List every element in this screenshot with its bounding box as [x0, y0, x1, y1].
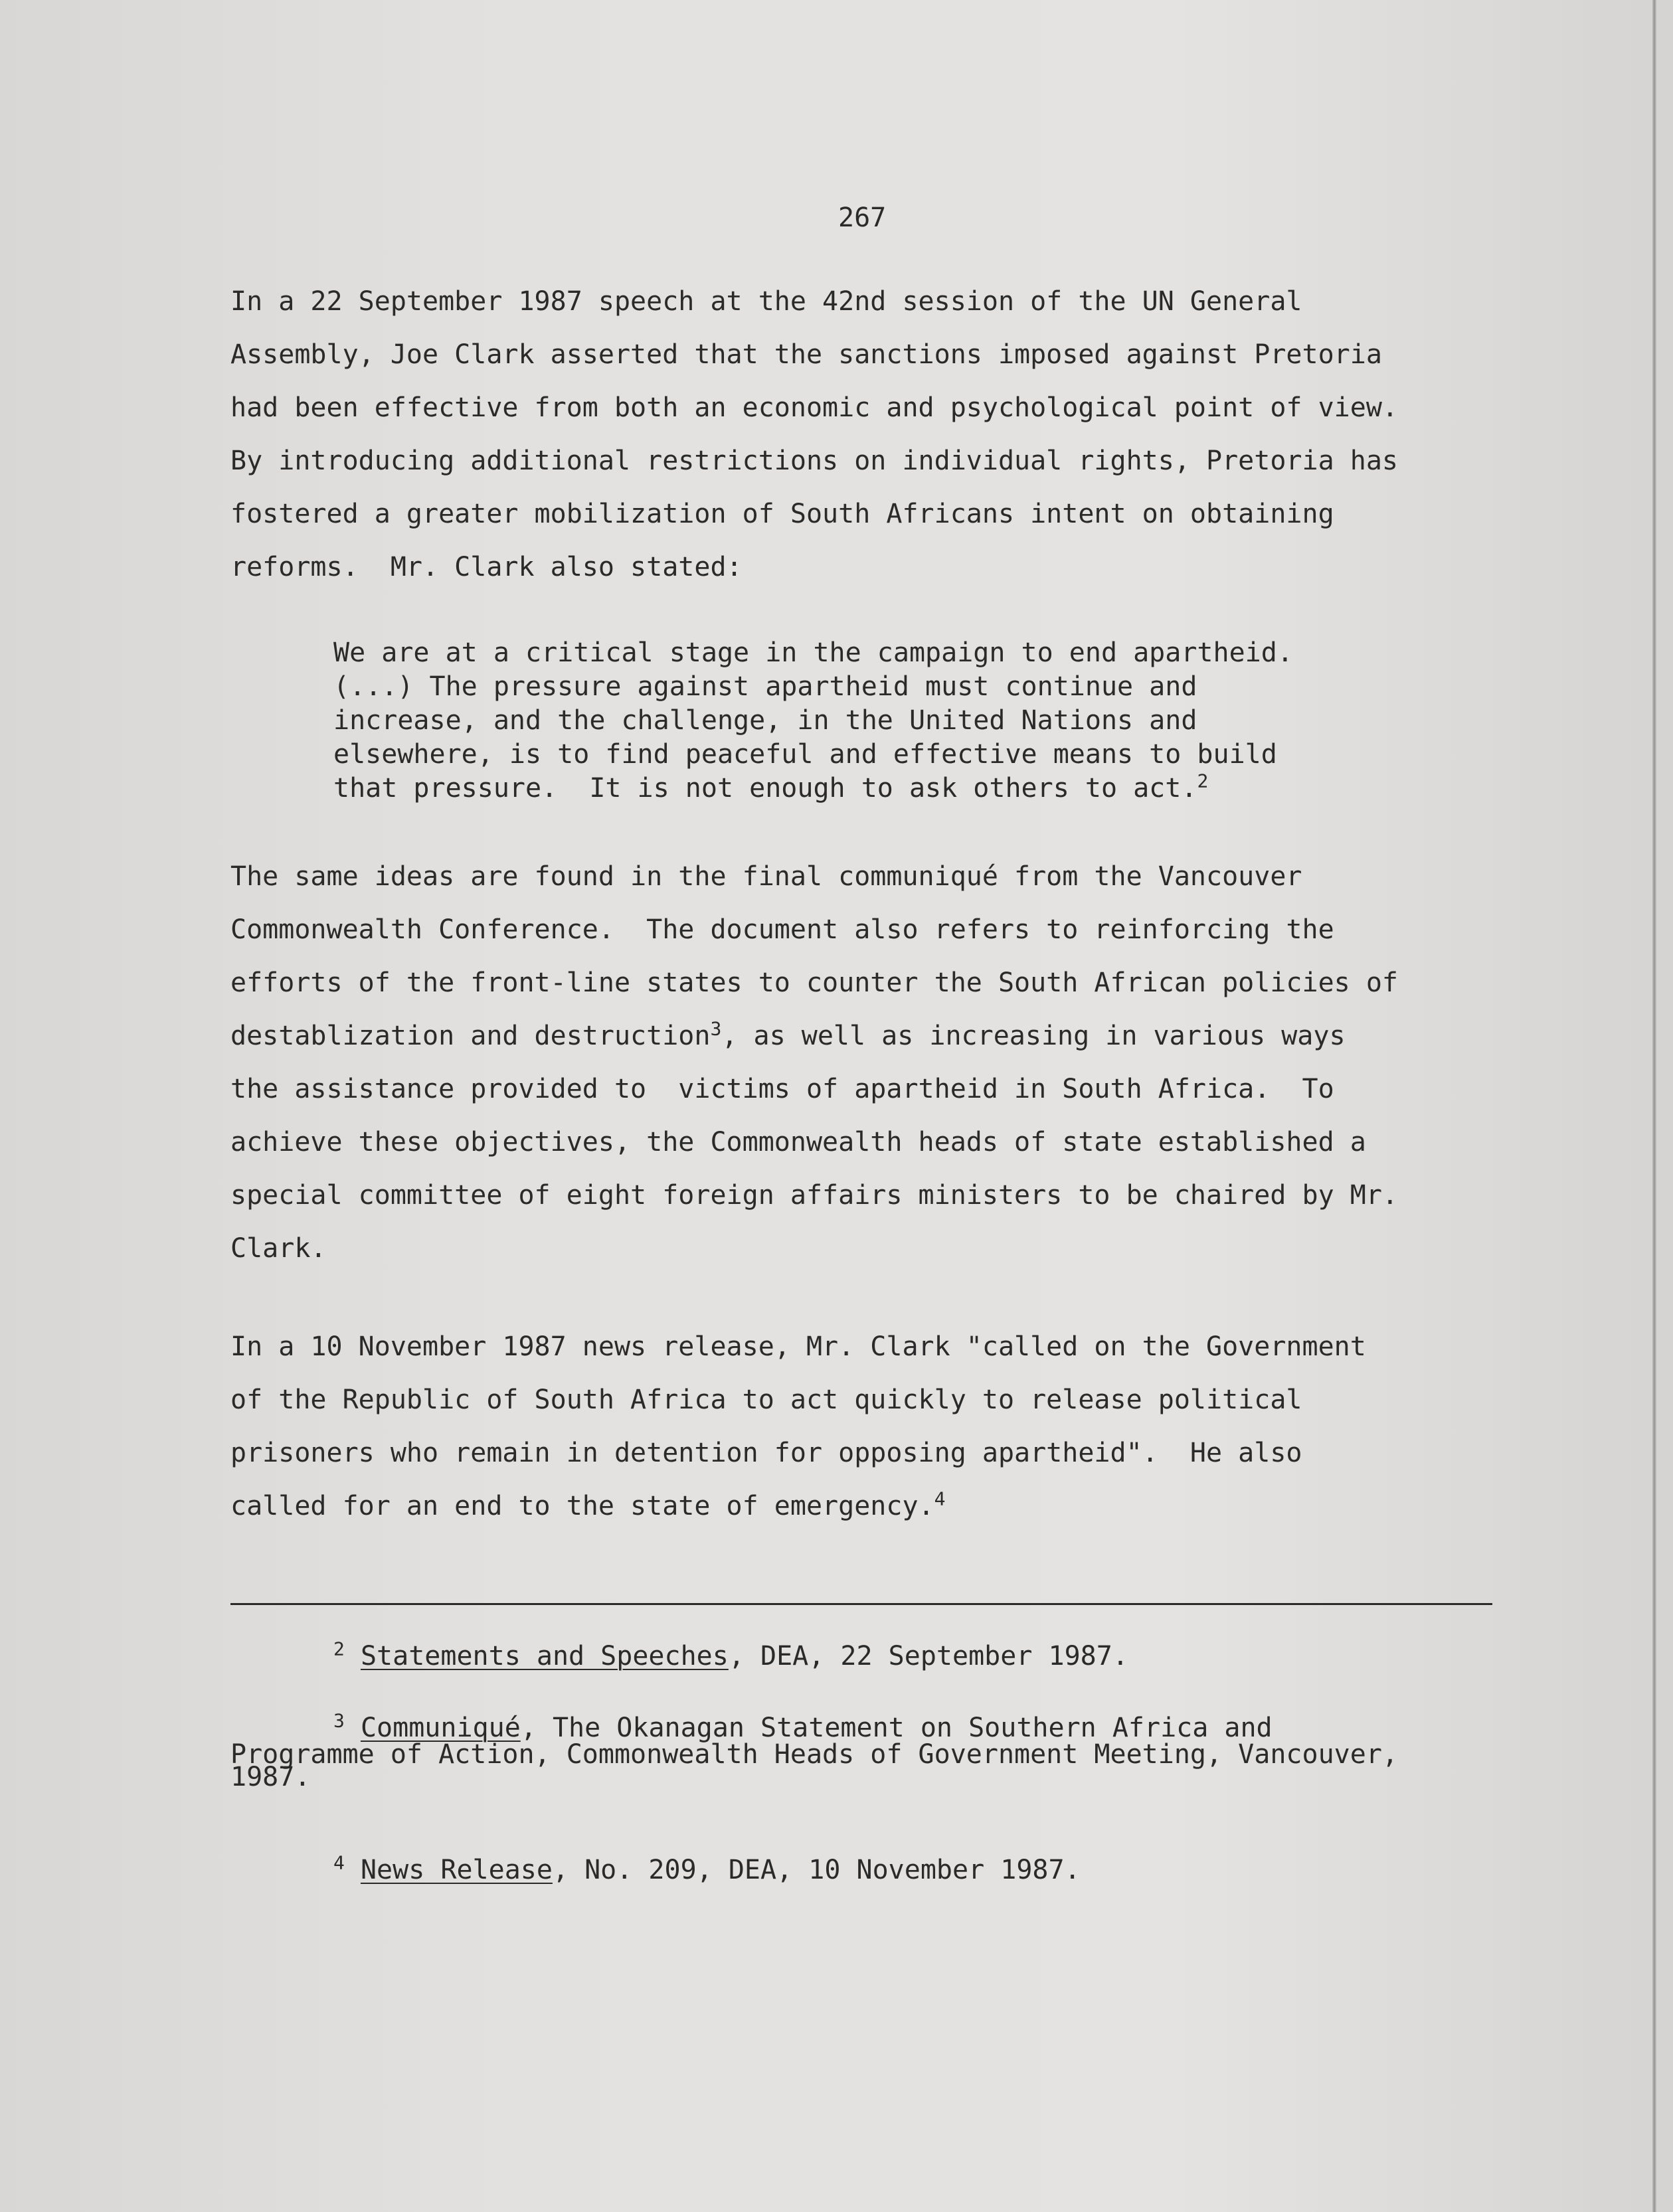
paragraph-line: achieve these objectives, the Commonwealth heads of state established a — [230, 1127, 1366, 1157]
footnote-line — [230, 1853, 1506, 1887]
paragraph-line: efforts of the front-line states to counter the South African policies of — [230, 968, 1398, 998]
footnote-number: 4 — [333, 1851, 345, 1874]
paragraph-line: the assistance provided to victims of apartheid in South Africa. To — [230, 1074, 1334, 1104]
page-number: 267 — [838, 203, 887, 233]
footnote-source-title: News Release — [360, 1855, 553, 1885]
paragraph-line: The same ideas are found in the final communiqué from the Vancouver — [230, 861, 1302, 892]
footnote-separator — [230, 1603, 1492, 1605]
paragraph-line-last — [230, 1480, 1506, 1533]
paragraph-line: Commonwealth Conference. The document also refers to reinforcing the — [230, 914, 1334, 945]
footnote-text: , The Okanagan Statement on Southern Africa and — [520, 1713, 1273, 1743]
paragraph-line: prisoners who remain in detention for opposing apartheid". He also — [230, 1438, 1302, 1468]
page-edge-shadow — [1652, 0, 1656, 2212]
footnote-number: 3 — [333, 1709, 345, 1732]
footnote-3 — [230, 1711, 1506, 1790]
quote-line: elsewhere, is to find peaceful and effective means to build — [333, 739, 1277, 770]
footnote-source-title: Communiqué — [360, 1713, 521, 1743]
line-text: , as well as increasing in various ways — [721, 1021, 1346, 1051]
block-quote — [333, 636, 1409, 806]
quote-line-last — [333, 772, 1409, 806]
footnote-4 — [230, 1853, 1506, 1887]
paragraph-line: had been effective from both an economic and psychological point of view. — [230, 392, 1398, 423]
paragraph-3 — [230, 1320, 1506, 1533]
quote-line: (...) The pressure against apartheid must continue and — [333, 671, 1197, 702]
paragraph-line: By introducing additional restrictions on individual rights, Pretoria has — [230, 446, 1398, 476]
paragraph-2 — [230, 850, 1506, 1275]
quote-line: increase, and the challenge, in the United Nations and — [333, 705, 1197, 736]
quote-last-text: that pressure. It is not enough to ask others to act. — [333, 773, 1197, 804]
paragraph-1 — [230, 275, 1506, 594]
footnote-ref-2: 2 — [1197, 770, 1209, 792]
footnote-2 — [230, 1639, 1506, 1673]
footnote-ref-4: 4 — [934, 1488, 946, 1510]
footnote-line: 1987. — [230, 1762, 311, 1792]
footnote-line — [230, 1639, 1506, 1673]
paragraph-line: Clark. — [230, 1233, 327, 1264]
paragraph-line: fostered a greater mobilization of South Africans intent on obtaining — [230, 499, 1334, 529]
paragraph-line: In a 22 September 1987 speech at the 42nd session of the UN General — [230, 286, 1302, 317]
footnote-number: 2 — [333, 1638, 345, 1660]
footnote-text: , No. 209, DEA, 10 November 1987. — [552, 1855, 1081, 1885]
line-text: called for an end to the state of emergency. — [230, 1491, 934, 1521]
line-text: destablization and destruction — [230, 1021, 711, 1051]
paragraph-line: Assembly, Joe Clark asserted that the sanctions imposed against Pretoria — [230, 339, 1382, 370]
paragraph-line — [230, 1009, 1506, 1063]
paragraph-line: In a 10 November 1987 news release, Mr. Clark "called on the Government — [230, 1331, 1366, 1362]
paragraph-line: reforms. Mr. Clark also stated: — [230, 552, 743, 582]
footnote-source-title: Statements and Speeches — [360, 1641, 729, 1671]
paragraph-line: special committee of eight foreign affairs ministers to be chaired by Mr. — [230, 1180, 1398, 1211]
footnote-text: , DEA, 22 September 1987. — [728, 1641, 1128, 1671]
paragraph-line: of the Republic of South Africa to act quickly to release political — [230, 1385, 1302, 1415]
footnote-line: Programme of Action, Commonwealth Heads of Government Meeting, Vancouver, — [230, 1739, 1398, 1770]
quote-line: We are at a critical stage in the campaign to end apartheid. — [333, 638, 1293, 668]
footnote-ref-3: 3 — [710, 1017, 722, 1040]
